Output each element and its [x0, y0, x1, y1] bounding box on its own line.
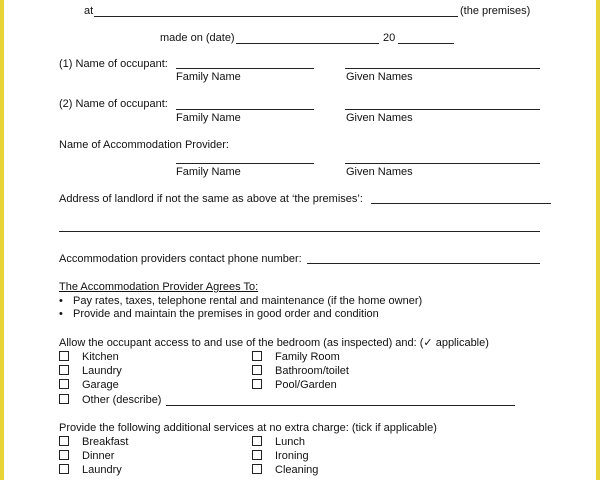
phone-label: Accommodation providers contact phone number:: [59, 253, 302, 265]
checkbox[interactable]: [252, 436, 262, 446]
occupant2-family-field[interactable]: [176, 109, 314, 110]
agrees-heading: The Accommodation Provider Agrees To:: [59, 281, 259, 293]
checkbox[interactable]: [59, 365, 69, 375]
checkbox[interactable]: [59, 351, 69, 361]
option-label: Lunch: [275, 436, 305, 448]
checkbox[interactable]: [59, 464, 69, 474]
checkbox[interactable]: [252, 464, 262, 474]
other-describe-field[interactable]: [166, 405, 515, 406]
option-label: Ironing: [275, 450, 309, 462]
bullet-icon: •: [59, 295, 63, 307]
made-on-label: made on (date): [160, 32, 235, 44]
at-label: at: [84, 5, 94, 17]
services-label: Provide the following additional services at no extra charge: (tick if applicable): [59, 422, 437, 434]
year-field[interactable]: [398, 43, 454, 44]
occupant1-family-field[interactable]: [176, 68, 314, 69]
landlord-address-field-1[interactable]: [371, 203, 551, 204]
checkbox[interactable]: [59, 394, 69, 404]
provider-family-caption: Family Name: [176, 166, 241, 178]
phone-field[interactable]: [307, 263, 540, 264]
option-label: Cleaning: [275, 464, 319, 476]
checkbox[interactable]: [59, 379, 69, 389]
occupant2-given-caption: Given Names: [346, 112, 413, 124]
access-option-other[interactable]: [59, 394, 161, 407]
option-label: Breakfast: [82, 436, 129, 448]
service-option-laundry[interactable]: [59, 464, 122, 477]
occupant2-family-caption: Family Name: [176, 112, 241, 124]
agrees-item: [59, 308, 379, 321]
service-option-cleaning[interactable]: [252, 464, 318, 477]
occupant1-given-field[interactable]: [345, 68, 540, 69]
bedroom-access-label: Allow the occupant access to and use of the bedroom (as inspected) and: (✓ applicable): [59, 337, 489, 349]
service-option-breakfast[interactable]: [59, 436, 128, 449]
option-label: Bathroom/toilet: [275, 365, 349, 377]
checkbox[interactable]: [252, 351, 262, 361]
checkbox[interactable]: [59, 450, 69, 460]
occupant1-family-caption: Family Name: [176, 71, 241, 83]
agrees-item: [59, 295, 422, 308]
agrees-item-text: Pay rates, taxes, telephone rental and maintenance (if the home owner): [73, 295, 423, 307]
checkbox[interactable]: [252, 450, 262, 460]
access-option-kitchen[interactable]: [59, 351, 119, 364]
option-label: Laundry: [82, 365, 122, 377]
checkbox[interactable]: [252, 365, 262, 375]
provider-name-label: Name of Accommodation Provider:: [59, 139, 229, 151]
access-option-garage[interactable]: [59, 379, 119, 392]
premises-label: (the premises): [460, 5, 531, 17]
landlord-address-field-2[interactable]: [59, 231, 540, 232]
service-option-ironing[interactable]: [252, 450, 309, 463]
option-label: Kitchen: [82, 351, 119, 363]
service-option-lunch[interactable]: [252, 436, 305, 449]
page-border-right: [596, 0, 600, 480]
page-border-left: [0, 0, 4, 480]
option-label: Garage: [82, 379, 119, 391]
service-option-dinner[interactable]: [59, 450, 114, 463]
date-field[interactable]: [236, 43, 379, 44]
occupant2-given-field[interactable]: [345, 109, 540, 110]
agrees-item-text: Provide and maintain the premises in good order and condition: [73, 308, 379, 320]
option-label: Pool/Garden: [275, 379, 337, 391]
checkbox[interactable]: [252, 379, 262, 389]
provider-given-caption: Given Names: [346, 166, 413, 178]
option-label: Other (describe): [82, 394, 162, 406]
occupant1-label: (1) Name of occupant:: [59, 58, 168, 70]
option-label: Dinner: [82, 450, 115, 462]
provider-family-field[interactable]: [176, 163, 314, 164]
option-label: Laundry: [82, 464, 122, 476]
access-option-bathroom[interactable]: [252, 365, 349, 378]
option-label: Family Room: [275, 351, 340, 363]
access-option-family-room[interactable]: [252, 351, 340, 364]
occupant1-given-caption: Given Names: [346, 71, 413, 83]
provider-given-field[interactable]: [345, 163, 540, 164]
access-option-laundry[interactable]: [59, 365, 122, 378]
bullet-icon: •: [59, 308, 63, 320]
checkbox[interactable]: [59, 436, 69, 446]
premises-field[interactable]: [94, 16, 458, 17]
occupant2-label: (2) Name of occupant:: [59, 98, 168, 110]
access-option-pool[interactable]: [252, 379, 337, 392]
year-prefix: 20: [383, 32, 396, 44]
landlord-address-label: Address of landlord if not the same as above at ‘the premises’:: [59, 193, 363, 205]
